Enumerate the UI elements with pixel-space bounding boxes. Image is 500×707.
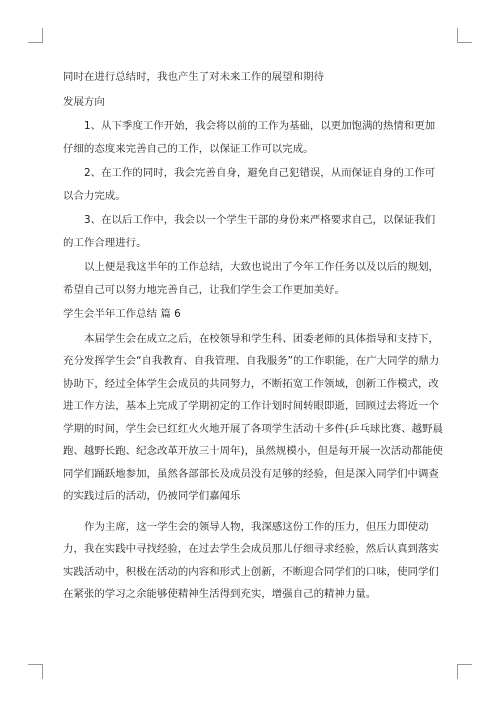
paragraph-summary: 以上便是我这半年的工作总结，大致也说出了今年工作任务以及以后的规划，希望自己可以努力地完善自己，让我们学生会工作更加美好。 xyxy=(63,261,439,296)
crop-mark-bottom-right xyxy=(457,664,472,679)
section-heading-development: 发展方向 xyxy=(63,95,105,108)
paragraph-point-2: 2、在工作的同时，我会完善自身，避免自己犯错误，从而保证自身的工作可以合力完成。 xyxy=(63,167,436,202)
paragraph-chairman-reflection: 作为主席，这一学生会的领导人物，我深感这份工作的压力，但压力即使动力，我在实践中寻找经验，在过去学生会成员那儿仔细寻求经验，然后认真到落实实践活动中，积极在活动的内容和形式上创新，不断迎合同学们的口味，使同学们在紧张的学习之余能够使精神生活得到充实，增强自己的精神力量。 xyxy=(63,520,439,600)
crop-mark-bottom-left xyxy=(28,664,43,679)
crop-mark-top-right xyxy=(457,28,472,43)
paragraph-point-1: 1、从下季度工作开始，我会将以前的工作为基础，以更加饱满的热情和更加仔细的态度来完善自己的工作，以保证工作可以完成。 xyxy=(63,120,436,155)
section-title-part-6: 学生会半年工作总结 篇 6 xyxy=(63,308,181,320)
paragraph-point-3: 3、在以后工作中，我会以一个学生干部的身份来严格要求自己，以保证我们的工作合理进行。 xyxy=(63,214,436,249)
crop-mark-top-left xyxy=(28,28,43,43)
paragraph-student-union-overview: 本届学生会在成立之后，在校领导和学生科、团委老师的具体指导和支持下，充分发挥学生会“自我教育、自我管理、自我服务”的工作职能，在广大同学的鼎力协助下，经过全体学生会成员的共同努力，不断拓宽工作领域，创新工作模式，改进工作方法，基本上完成了学期初定的工作计划时间转眼即逝，回顾过去将近一个学期的时间，学生会已红红火火地开展了各项学生活动十多件(乒乓球比赛、越野晨跑、越野长跑、纪念改革开放三十周年)，虽然规模小，但是每开展一次活动都能使同学们踊跃地参加，虽然各部部长及成员没有足够的经验，但是深入同学们中调查的实践过后的活动，仍被同学们嘉闻乐 xyxy=(63,332,443,502)
document-body xyxy=(63,66,443,606)
paragraph-intro: 同时在进行总结时，我也产生了对未来工作的展望和期待 xyxy=(63,71,325,83)
